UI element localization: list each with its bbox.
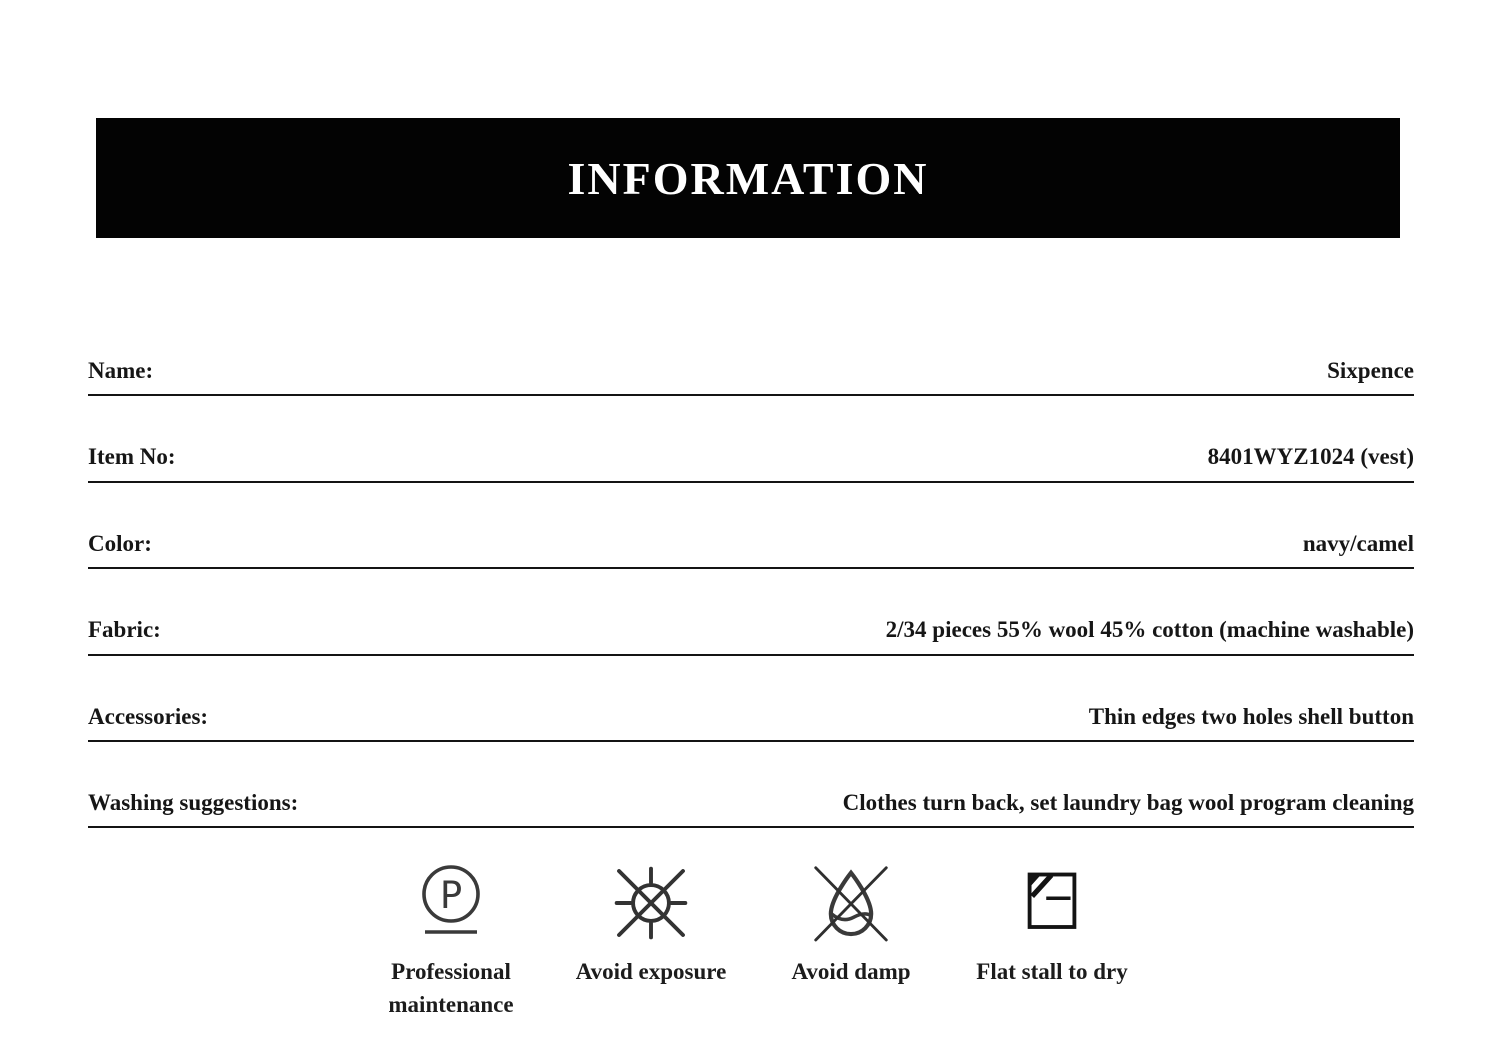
care-label: Professional maintenance	[388, 959, 514, 1017]
flat-dry-icon	[1020, 870, 1084, 936]
row-value: Thin edges two holes shell button	[1088, 703, 1414, 729]
page-title: INFORMATION	[567, 152, 929, 204]
row-value: 2/34 pieces 55% wool 45% cotton (machine washable)	[885, 617, 1414, 643]
professional-maintenance-icon	[419, 864, 483, 942]
avoid-exposure-icon	[612, 864, 690, 942]
row-label: Item No:	[88, 444, 176, 470]
care-item-flat-dry	[952, 853, 1152, 989]
row-label: Fabric:	[88, 617, 161, 643]
row-label: Accessories:	[88, 703, 209, 729]
info-row-accessories	[88, 656, 1414, 742]
information-banner	[96, 118, 1400, 238]
info-row-washing	[88, 742, 1414, 828]
care-label: Flat stall to dry	[976, 959, 1128, 984]
avoid-damp-icon	[809, 861, 893, 945]
care-item-avoid-damp	[771, 853, 931, 989]
care-label: Avoid damp	[791, 959, 911, 984]
care-label: Avoid exposure	[575, 959, 727, 984]
row-value: 8401WYZ1024 (vest)	[1207, 444, 1414, 470]
p-glyph: P	[439, 874, 463, 917]
row-value: navy/camel	[1302, 530, 1414, 556]
row-value: Sixpence	[1327, 358, 1414, 384]
care-item-avoid-exposure	[566, 853, 736, 989]
care-item-professional-maintenance	[371, 853, 531, 1021]
info-table	[88, 310, 1414, 828]
row-label: Washing suggestions:	[88, 790, 299, 816]
info-row-name	[88, 310, 1414, 396]
row-label: Name:	[88, 358, 154, 384]
row-label: Color:	[88, 530, 152, 556]
row-value: Clothes turn back, set laundry bag wool program cleaning	[842, 790, 1414, 816]
info-row-fabric	[88, 569, 1414, 655]
info-row-item-no	[88, 396, 1414, 482]
info-row-color	[88, 483, 1414, 569]
